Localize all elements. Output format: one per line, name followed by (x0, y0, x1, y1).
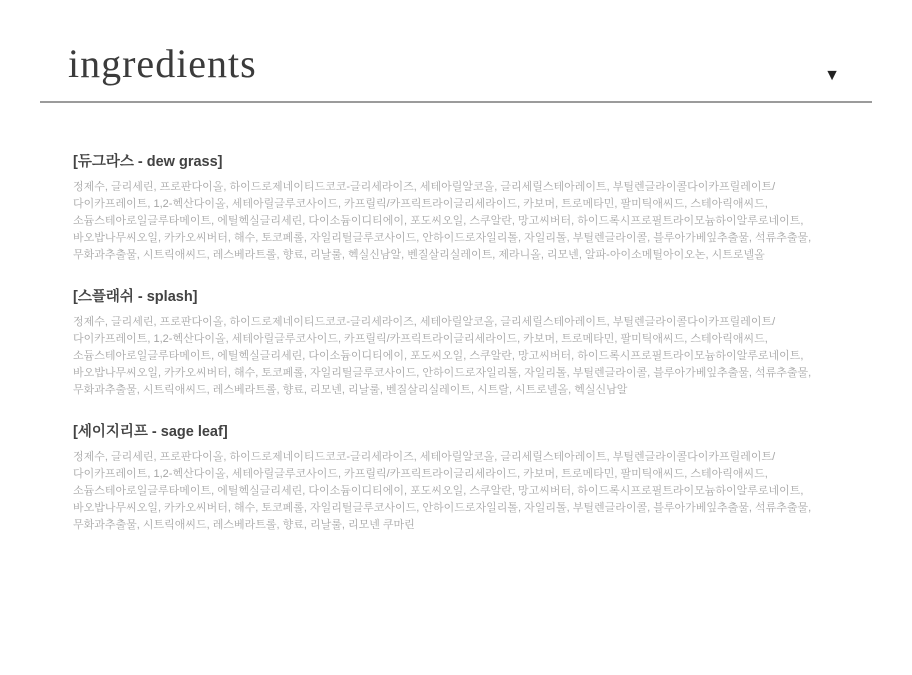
ingredient-section-dew-grass (73, 153, 846, 264)
section-heading-sage-leaf: [세이지리프 - sage leaf] (73, 424, 228, 440)
chevron-down-icon[interactable]: ▼ (824, 67, 840, 84)
section-heading-splash: [스플래쉬 - splash] (73, 289, 198, 305)
section-heading-dew-grass: [듀그라스 - dew grass] (73, 154, 223, 170)
ingredients-content (0, 103, 912, 534)
ingredient-list-dew-grass: 정제수, 글리세린, 프로판다이올, 하이드로제네이티드코코-글리세라이즈, 세테아릴알코올, 글리세릴스테아레이트, 부틸렌글라이콜다이카프릴레이트/다이카프레이트, 1,2-헥산다이올, 세테아릴글루코사이드, 카프릴릭/카프릭트라이글리세라이드, 카보머, 트로메타민, 팔미틱애씨드, 스테아릭애씨드, 소듐스테아로일글루타메이트, 에틸헥실글리세린, 다이소듐이디티에이, 포도씨오일, 스쿠알란, 망고씨버터, 하이드록시프로필트라이모늄하이알루로네이트, 바오밥나무씨오일, 카카오씨버터, 해수, 토코페롤, 자일리틸글루코사이드, 안하이드로자일리톨, 자일리톨, 부틸렌글라이콜, 블루아가베잎추출물, 석류추출물, 무화과추출물, 시트릭애씨드, 레스베라트롤, 향료, 리날룰, 헥실신남알, 벤질살리실레이트, 제라니올, 리모넨, 알파-아이소메틸아이오논, 시트로넬올 (73, 181, 812, 261)
ingredient-section-sage-leaf (73, 423, 846, 534)
page-title: ingredients (68, 41, 257, 86)
ingredient-list-splash: 정제수, 글리세린, 프로판다이올, 하이드로제네이티드코코-글리세라이즈, 세테아릴알코올, 글리세릴스테아레이트, 부틸렌글라이콜다이카프릴레이트/다이카프레이트, 1,2-헥산다이올, 세테아릴글루코사이드, 카프릴릭/카프릭트라이글리세라이드, 카보머, 트로메타민, 팔미틱애씨드, 스테아릭애씨드, 소듐스테아로일글루타메이트, 에틸헥실글리세린, 다이소듐이디티에이, 포도씨오일, 스쿠알란, 망고씨버터, 하이드록시프로필트라이모늄하이알루로네이트, 바오밥나무씨오일, 카카오씨버터, 해수, 토코페롤, 자일리틸글루코사이드, 안하이드로자일리톨, 자일리톨, 부틸렌글라이콜, 블루아가베잎추출물, 석류추출물, 무화과추출물, 시트릭애씨드, 레스베라트롤, 향료, 리모넨, 리날룰, 벤질살리실레이트, 시트랄, 시트로넬올, 헥실신남알 (73, 316, 812, 396)
ingredient-section-splash (73, 288, 846, 399)
ingredients-header (40, 0, 872, 103)
ingredient-list-sage-leaf: 정제수, 글리세린, 프로판다이올, 하이드로제네이티드코코-글리세라이즈, 세테아릴알코올, 글리세릴스테아레이트, 부틸렌글라이콜다이카프릴레이트/다이카프레이트, 1,2-헥산다이올, 세테아릴글루코사이드, 카프릴릭/카프릭트라이글리세라이드, 카보머, 트로메타민, 팔미틱애씨드, 스테아릭애씨드, 소듐스테아로일글루타메이트, 에틸헥실글리세린, 다이소듐이디티에이, 포도씨오일, 스쿠알란, 망고씨버터, 하이드록시프로필트라이모늄하이알루로네이트, 바오밥나무씨오일, 카카오씨버터, 해수, 토코페롤, 자일리틸글루코사이드, 안하이드로자일리톨, 자일리톨, 부틸렌글라이콜, 블루아가베잎추출물, 석류추출물, 무화과추출물, 시트릭애씨드, 레스베라트롤, 향료, 리날룰, 리모넨 쿠마린 (73, 451, 812, 531)
